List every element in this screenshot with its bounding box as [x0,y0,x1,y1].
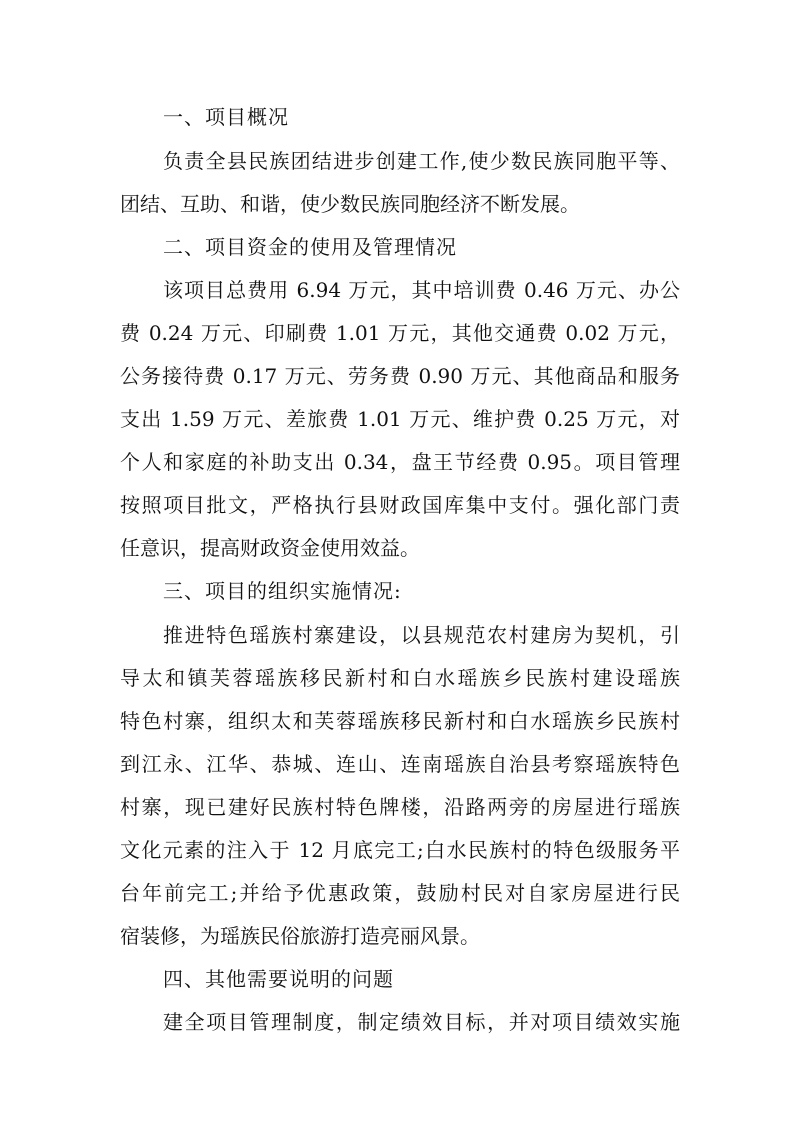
paragraph-line: 负责全县民族团结进步创建工作,使少数民族同胞平等、 [163,149,680,173]
paragraph-line: 建全项目管理制度，制定绩效目标，并对项目绩效实施 [163,1010,680,1034]
paragraph-line: 个人和家庭的补助支出 0.34，盘王节经费 0.95。项目管理 [120,450,680,474]
paragraph-line: 团结、互助、和谐，使少数民族同胞经济不断发展。 [120,192,580,216]
section-heading-3: 三、项目的组织实施情况: [163,579,402,603]
section-heading-2: 二、项目资金的使用及管理情况 [163,235,457,259]
section-heading-4: 四、其他需要说明的问题 [163,967,394,991]
paragraph-line: 宿装修，为瑶族民俗旅游打造亮丽风景。 [120,924,480,948]
paragraph-line: 公务接待费 0.17 万元、劳务费 0.90 万元、其他商品和服务 [120,364,680,388]
paragraph-line: 推进特色瑶族村寨建设，以县规范农村建房为契机，引 [163,623,680,647]
paragraph-line: 村寨，现已建好民族村特色牌楼，沿路两旁的房屋进行瑶族 [120,795,680,819]
paragraph-line: 任意识，提高财政资金使用效益。 [120,536,420,560]
paragraph-line: 特色村寨，组织太和芙蓉瑶族移民新村和白水瑶族乡民族村 [120,709,680,733]
section-heading-1: 一、项目概况 [163,105,289,129]
paragraph-line: 支出 1.59 万元、差旅费 1.01 万元、维护费 0.25 万元，对 [120,407,680,431]
paragraph-line: 台年前完工;并给予优惠政策，鼓励村民对自家房屋进行民 [120,881,680,905]
paragraph-line: 文化元素的注入于 12 月底完工;白水民族村的特色级服务平 [120,838,680,862]
paragraph-line: 费 0.24 万元、印刷费 1.01 万元，其他交通费 0.02 万元， [120,321,680,345]
paragraph-line: 导太和镇芙蓉瑶族移民新村和白水瑶族乡民族村建设瑶族 [120,666,680,690]
paragraph-line: 该项目总费用 6.94 万元，其中培训费 0.46 万元、办公 [163,278,680,302]
paragraph-line: 按照项目批文，严格执行县财政国库集中支付。强化部门责 [120,493,680,517]
paragraph-line: 到江永、江华、恭城、连山、连南瑶族自治县考察瑶族特色 [120,752,680,776]
